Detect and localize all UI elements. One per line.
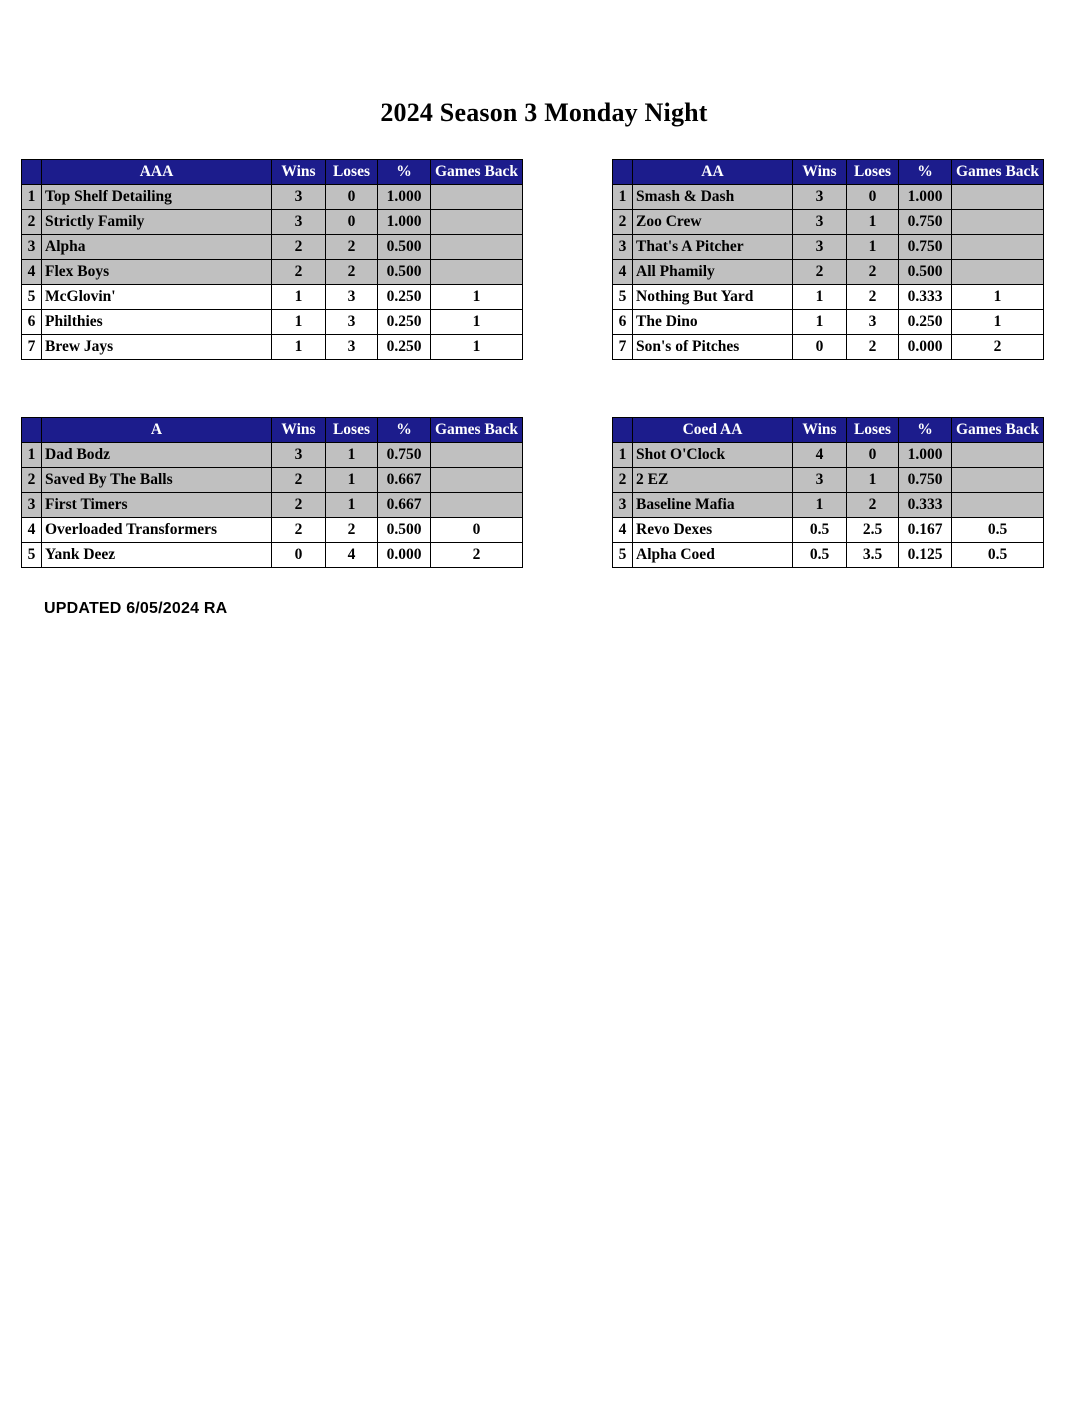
table-row	[613, 235, 1044, 260]
column-header-pct: %	[378, 160, 431, 185]
cell-pct: 0.250	[378, 310, 431, 335]
cell-loses: 3.5	[847, 543, 899, 568]
cell-games-back	[431, 210, 523, 235]
cell-team-name: Son's of Pitches	[633, 335, 793, 360]
table-header-coed-aa	[613, 418, 1044, 443]
cell-team-name: The Dino	[633, 310, 793, 335]
cell-pct: 1.000	[378, 185, 431, 210]
table-row	[613, 335, 1044, 360]
cell-team-name: Nothing But Yard	[633, 285, 793, 310]
cell-rank: 3	[613, 235, 633, 260]
table-row	[22, 543, 523, 568]
cell-pct: 0.750	[378, 443, 431, 468]
cell-pct: 0.250	[899, 310, 952, 335]
cell-team-name: Yank Deez	[42, 543, 272, 568]
cell-wins: 2	[272, 260, 326, 285]
standings-table-aaa	[21, 159, 523, 360]
cell-loses: 2	[326, 235, 378, 260]
cell-loses: 2	[847, 260, 899, 285]
cell-loses: 0	[326, 210, 378, 235]
column-header-loses: Loses	[326, 418, 378, 443]
cell-loses: 0	[326, 185, 378, 210]
cell-loses: 1	[326, 443, 378, 468]
cell-games-back	[952, 443, 1044, 468]
cell-wins: 1	[272, 335, 326, 360]
header-row	[613, 160, 1044, 185]
table-row	[613, 493, 1044, 518]
cell-games-back: 1	[431, 310, 523, 335]
standings-table-aa	[612, 159, 1044, 360]
cell-wins: 1	[272, 285, 326, 310]
cell-loses: 0	[847, 443, 899, 468]
cell-pct: 0.500	[378, 260, 431, 285]
cell-loses: 3	[847, 310, 899, 335]
cell-wins: 3	[793, 185, 847, 210]
cell-games-back	[431, 185, 523, 210]
column-header-games-back: Games Back	[952, 160, 1044, 185]
cell-loses: 1	[847, 235, 899, 260]
cell-games-back	[952, 493, 1044, 518]
cell-rank: 1	[22, 443, 42, 468]
table-header-aaa	[22, 160, 523, 185]
cell-games-back	[431, 493, 523, 518]
table-row	[613, 285, 1044, 310]
cell-loses: 1	[326, 468, 378, 493]
cell-loses: 2	[326, 518, 378, 543]
cell-team-name: Top Shelf Detailing	[42, 185, 272, 210]
cell-games-back: 1	[431, 335, 523, 360]
column-header-games-back: Games Back	[431, 160, 523, 185]
table-row	[613, 185, 1044, 210]
column-header-wins: Wins	[793, 160, 847, 185]
table-header-aa	[613, 160, 1044, 185]
cell-games-back	[952, 185, 1044, 210]
cell-wins: 1	[793, 285, 847, 310]
cell-games-back: 0.5	[952, 518, 1044, 543]
cell-games-back	[952, 235, 1044, 260]
cell-pct: 0.125	[899, 543, 952, 568]
cell-wins: 3	[272, 185, 326, 210]
cell-loses: 2	[847, 493, 899, 518]
table-row	[613, 210, 1044, 235]
table-row	[613, 543, 1044, 568]
cell-wins: 0.5	[793, 518, 847, 543]
column-header-pct: %	[378, 418, 431, 443]
cell-games-back: 0	[431, 518, 523, 543]
cell-team-name: All Phamily	[633, 260, 793, 285]
cell-pct: 0.000	[899, 335, 952, 360]
cell-team-name: Philthies	[42, 310, 272, 335]
cell-pct: 0.333	[899, 285, 952, 310]
cell-loses: 2	[847, 285, 899, 310]
cell-loses: 3	[326, 335, 378, 360]
cell-rank: 5	[22, 543, 42, 568]
cell-rank: 6	[22, 310, 42, 335]
cell-wins: 3	[793, 235, 847, 260]
cell-rank: 1	[613, 443, 633, 468]
cell-loses: 3	[326, 285, 378, 310]
cell-games-back	[431, 235, 523, 260]
cell-loses: 4	[326, 543, 378, 568]
cell-games-back	[952, 260, 1044, 285]
cell-pct: 0.250	[378, 335, 431, 360]
table-row	[22, 518, 523, 543]
standings-table-a	[21, 417, 523, 568]
cell-games-back: 2	[431, 543, 523, 568]
cell-rank: 6	[613, 310, 633, 335]
cell-wins: 2	[272, 518, 326, 543]
table-row	[613, 260, 1044, 285]
table-row	[22, 210, 523, 235]
table-row	[613, 443, 1044, 468]
column-header-games-back: Games Back	[952, 418, 1044, 443]
cell-team-name: Alpha Coed	[633, 543, 793, 568]
cell-team-name: 2 EZ	[633, 468, 793, 493]
cell-team-name: Strictly Family	[42, 210, 272, 235]
cell-team-name: That's A Pitcher	[633, 235, 793, 260]
cell-pct: 0.750	[899, 210, 952, 235]
column-header-games-back: Games Back	[431, 418, 523, 443]
cell-games-back	[431, 468, 523, 493]
header-row	[22, 160, 523, 185]
cell-pct: 0.500	[378, 518, 431, 543]
cell-team-name: Smash & Dash	[633, 185, 793, 210]
page-title: 2024 Season 3 Monday Night	[380, 98, 708, 127]
table-row	[22, 235, 523, 260]
cell-rank: 2	[613, 210, 633, 235]
cell-games-back: 1	[431, 285, 523, 310]
column-header-wins: Wins	[272, 418, 326, 443]
cell-rank: 1	[613, 185, 633, 210]
cell-wins: 4	[793, 443, 847, 468]
cell-rank: 2	[613, 468, 633, 493]
table-row	[22, 310, 523, 335]
cell-wins: 0.5	[793, 543, 847, 568]
cell-pct: 0.500	[378, 235, 431, 260]
column-header-loses: Loses	[326, 160, 378, 185]
cell-pct: 0.250	[378, 285, 431, 310]
cell-pct: 1.000	[899, 443, 952, 468]
cell-wins: 1	[272, 310, 326, 335]
cell-rank: 2	[22, 210, 42, 235]
cell-loses: 2.5	[847, 518, 899, 543]
table-row	[613, 310, 1044, 335]
column-header-pct: %	[899, 160, 952, 185]
cell-rank: 5	[613, 543, 633, 568]
cell-wins: 2	[272, 468, 326, 493]
cell-games-back: 1	[952, 285, 1044, 310]
cell-wins: 2	[272, 493, 326, 518]
table-row	[613, 468, 1044, 493]
cell-rank: 2	[22, 468, 42, 493]
cell-rank: 4	[22, 518, 42, 543]
cell-wins: 3	[272, 210, 326, 235]
column-header-wins: Wins	[793, 418, 847, 443]
cell-wins: 3	[272, 443, 326, 468]
cell-team-name: Saved By The Balls	[42, 468, 272, 493]
cell-team-name: Revo Dexes	[633, 518, 793, 543]
cell-pct: 1.000	[378, 210, 431, 235]
cell-rank: 3	[613, 493, 633, 518]
column-header-division: A	[42, 418, 272, 443]
table-row	[22, 468, 523, 493]
cell-loses: 0	[847, 185, 899, 210]
column-header-wins: Wins	[272, 160, 326, 185]
cell-rank: 7	[22, 335, 42, 360]
cell-wins: 1	[793, 493, 847, 518]
cell-loses: 2	[326, 260, 378, 285]
cell-rank: 7	[613, 335, 633, 360]
cell-rank: 5	[22, 285, 42, 310]
cell-rank: 3	[22, 235, 42, 260]
cell-loses: 1	[326, 493, 378, 518]
cell-rank: 1	[22, 185, 42, 210]
cell-games-back	[952, 468, 1044, 493]
table-row	[22, 335, 523, 360]
cell-rank: 3	[22, 493, 42, 518]
cell-loses: 3	[326, 310, 378, 335]
cell-pct: 0.167	[899, 518, 952, 543]
cell-pct: 0.333	[899, 493, 952, 518]
cell-games-back: 2	[952, 335, 1044, 360]
cell-wins: 0	[793, 335, 847, 360]
column-header-division: AAA	[42, 160, 272, 185]
cell-games-back: 0.5	[952, 543, 1044, 568]
column-header-rank	[613, 160, 633, 185]
column-header-rank	[22, 418, 42, 443]
table-body-a	[22, 443, 523, 568]
column-header-division: AA	[633, 160, 793, 185]
cell-pct: 0.500	[899, 260, 952, 285]
column-header-loses: Loses	[847, 418, 899, 443]
cell-wins: 3	[793, 210, 847, 235]
cell-pct: 1.000	[899, 185, 952, 210]
updated-note: UPDATED 6/05/2024 RA	[44, 600, 228, 617]
cell-pct: 0.750	[899, 468, 952, 493]
header-row	[22, 418, 523, 443]
cell-wins: 0	[272, 543, 326, 568]
cell-wins: 2	[793, 260, 847, 285]
column-header-division: Coed AA	[633, 418, 793, 443]
cell-loses: 1	[847, 468, 899, 493]
cell-team-name: Alpha	[42, 235, 272, 260]
table-row	[22, 443, 523, 468]
column-header-pct: %	[899, 418, 952, 443]
header-row	[613, 418, 1044, 443]
cell-rank: 5	[613, 285, 633, 310]
cell-wins: 3	[793, 468, 847, 493]
table-row	[22, 185, 523, 210]
cell-wins: 2	[272, 235, 326, 260]
table-body-aa	[613, 185, 1044, 360]
cell-team-name: McGlovin'	[42, 285, 272, 310]
table-row	[22, 493, 523, 518]
cell-games-back	[431, 260, 523, 285]
cell-loses: 2	[847, 335, 899, 360]
cell-rank: 4	[613, 260, 633, 285]
table-body-coed-aa	[613, 443, 1044, 568]
cell-team-name: Brew Jays	[42, 335, 272, 360]
cell-wins: 1	[793, 310, 847, 335]
column-header-rank	[22, 160, 42, 185]
cell-team-name: Dad Bodz	[42, 443, 272, 468]
cell-team-name: First Timers	[42, 493, 272, 518]
column-header-rank	[613, 418, 633, 443]
table-row	[22, 285, 523, 310]
cell-team-name: Flex Boys	[42, 260, 272, 285]
cell-pct: 0.667	[378, 468, 431, 493]
cell-pct: 0.000	[378, 543, 431, 568]
cell-rank: 4	[22, 260, 42, 285]
column-header-loses: Loses	[847, 160, 899, 185]
cell-team-name: Zoo Crew	[633, 210, 793, 235]
standings-table-coed-aa	[612, 417, 1044, 568]
cell-team-name: Baseline Mafia	[633, 493, 793, 518]
cell-pct: 0.750	[899, 235, 952, 260]
table-header-a	[22, 418, 523, 443]
table-body-aaa	[22, 185, 523, 360]
cell-games-back: 1	[952, 310, 1044, 335]
cell-games-back	[952, 210, 1044, 235]
cell-rank: 4	[613, 518, 633, 543]
cell-team-name: Shot O'Clock	[633, 443, 793, 468]
cell-loses: 1	[847, 210, 899, 235]
table-row	[22, 260, 523, 285]
table-row	[613, 518, 1044, 543]
cell-games-back	[431, 443, 523, 468]
cell-pct: 0.667	[378, 493, 431, 518]
cell-team-name: Overloaded Transformers	[42, 518, 272, 543]
